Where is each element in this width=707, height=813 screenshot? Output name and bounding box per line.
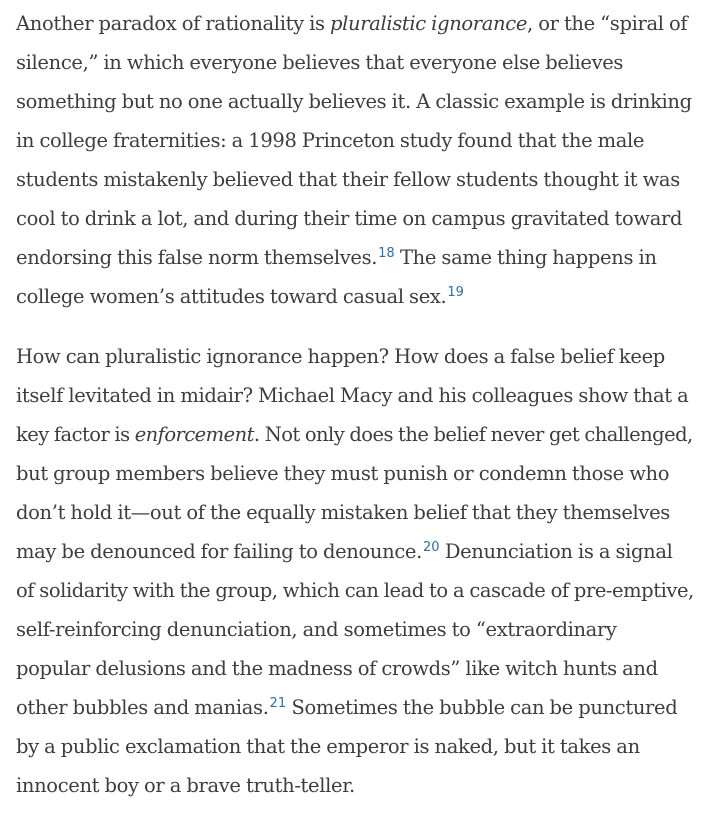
emphasized-term: pluralistic ignorance [329,12,528,35]
text-run: How can pluralistic ignorance happen? How does a false belief keep [16,345,665,368]
text-line [16,199,695,238]
emphasized-term: enforcement [134,423,254,446]
text-line [16,610,695,649]
text-run: innocent boy or a brave truth-teller. [16,774,355,797]
text-line [16,571,695,610]
text-line [16,493,695,532]
text-line [16,766,695,805]
text-run: don’t hold it—out of the equally mistaken belief that they themselves [16,501,670,524]
text-run: popular delusions and the madness of crowds” like witch hunts and [16,657,658,680]
text-run: students mistakenly believed that their fellow students thought it was [16,168,680,191]
footnote-ref-21[interactable]: 21 [269,695,287,711]
text-run: Another paradox of rationality is [16,12,330,35]
text-run: Denunciation is a signal [439,540,673,563]
text-line [16,160,695,199]
text-line [16,649,695,688]
text-line [16,121,695,160]
text-line [16,688,695,727]
text-run: by a public exclamation that the emperor is naked, but it takes an [16,735,640,758]
text-run: silence,” in which everyone believes that everyone else believes [16,51,624,74]
text-line [16,4,695,43]
text-run: something but no one actually believes it. A classic example is drinking [16,90,692,113]
text-line [16,238,695,277]
text-run: may be denounced for failing to denounce. [16,540,422,563]
text-line [16,337,695,376]
text-run: other bubbles and manias. [16,696,269,719]
text-run: The same thing happens in [394,246,657,269]
text-line [16,727,695,766]
footnote-ref-19[interactable]: 19 [447,284,464,300]
paragraph-pluralistic-ignorance [16,0,695,316]
text-run: Sometimes the bubble can be punctured [286,696,678,719]
text-run: of solidarity with the group, which can lead to a cascade of pre-emptive, [16,579,694,602]
paragraph-enforcement [16,337,695,805]
text-line [16,82,695,121]
text-line [16,532,695,571]
text-line [16,454,695,493]
text-run: in college fraternities: a 1998 Princeton study found that the male [16,129,645,152]
text-line [16,43,695,82]
text-run: , or the “spiral of [527,12,688,35]
text-run: endorsing this false norm themselves. [16,246,378,269]
text-run: key factor is [16,423,135,446]
text-run: itself levitated in midair? Michael Macy and his colleagues show that a [16,384,689,407]
text-line [16,277,695,316]
text-line [16,376,695,415]
footnote-ref-18[interactable]: 18 [378,245,395,261]
text-run: . Not only does the belief never get challenged, [253,423,693,446]
text-run: college women’s attitudes toward casual sex. [16,285,447,308]
text-run: but group members believe they must punish or condemn those who [16,462,670,485]
footnote-ref-20[interactable]: 20 [422,539,440,555]
text-line [16,415,695,454]
text-run: cool to drink a lot, and during their time on campus gravitated toward [16,207,683,230]
text-run: self-reinforcing denunciation, and sometimes to “extraordinary [16,618,617,641]
